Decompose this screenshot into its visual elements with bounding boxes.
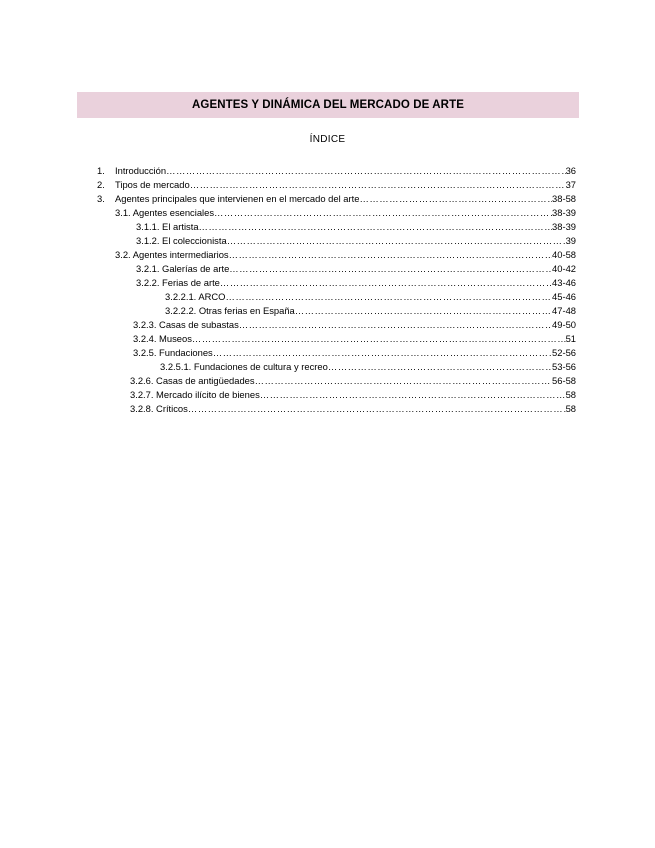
toc-leader-dots: [188, 402, 566, 415]
toc-leader-dots: [220, 276, 552, 289]
toc-entry[interactable]: [0, 220, 655, 233]
toc-entry[interactable]: [0, 318, 655, 331]
toc-leader-dots: [328, 360, 552, 373]
toc-leader-dots: [229, 262, 552, 275]
toc-entry-label: 3.2.2.1. ARCO: [165, 291, 226, 302]
toc-entry-label: 3.2.5. Fundaciones: [133, 347, 213, 358]
toc-entry[interactable]: [0, 164, 655, 177]
toc-entry-label: 3.2. Agentes intermediarios: [115, 249, 229, 260]
toc-entry-label: Tipos de mercado: [115, 179, 190, 190]
toc-entry-label: 3.2.6. Casas de antigüedades: [130, 375, 255, 386]
toc-entry[interactable]: [0, 346, 655, 359]
toc-entry[interactable]: [0, 360, 655, 373]
toc-entry-page: 40-58: [552, 249, 576, 260]
document-title: AGENTES Y DINÁMICA DEL MERCADO DE ARTE: [192, 99, 464, 111]
toc-entry[interactable]: [0, 248, 655, 261]
toc-leader-dots: [192, 332, 566, 345]
toc-entry-label: 3.1.1. El artista: [136, 221, 199, 232]
index-heading: ÍNDICE: [309, 134, 346, 145]
toc-entry-page: 58: [565, 403, 576, 414]
toc-entry[interactable]: [0, 388, 655, 401]
toc-leader-dots: [229, 248, 552, 261]
toc-entry-page: 51: [565, 333, 576, 344]
toc-entry[interactable]: [0, 332, 655, 345]
toc-leader-dots: [225, 290, 552, 303]
toc-entry[interactable]: [0, 262, 655, 275]
toc-entry-page: 38-58: [552, 193, 576, 204]
toc-entry-label: Introducción: [115, 165, 167, 176]
title-banner: [77, 92, 579, 118]
toc-entry-label: 3.2.2.2. Otras ferias en España: [165, 305, 295, 316]
toc-leader-dots: [260, 388, 566, 401]
toc-entry[interactable]: [0, 290, 655, 303]
toc-leader-dots: [295, 304, 552, 317]
toc-entry-page: 49-50: [552, 319, 576, 330]
toc-entry-page: 47-48: [552, 305, 576, 316]
toc-entry-number: 2.: [97, 179, 105, 190]
toc-entry-page: 37: [565, 179, 576, 190]
toc-entry[interactable]: [0, 374, 655, 387]
toc-entry-page: 38-39: [552, 207, 576, 218]
toc-leader-dots: [255, 374, 552, 387]
toc-entry[interactable]: [0, 178, 655, 191]
toc-leader-dots: [227, 234, 566, 247]
toc-entry-label: 3.2.2. Ferias de arte: [136, 277, 220, 288]
toc-entry-page: 56-58: [552, 375, 576, 386]
toc-entry[interactable]: [0, 402, 655, 415]
toc-leader-dots: [239, 318, 552, 331]
toc-entry-label: 3.2.5.1. Fundaciones de cultura y recreo: [160, 361, 328, 372]
toc-entry-label: 3.2.8. Críticos: [130, 403, 188, 414]
toc-entry[interactable]: [0, 192, 655, 205]
toc-entry-label: Agentes principales que intervienen en el mercado del arte: [115, 193, 360, 204]
toc-entry-page: 52-56: [552, 347, 576, 358]
toc-entry-page: 38-39: [552, 221, 576, 232]
toc-entry[interactable]: [0, 206, 655, 219]
toc-entry-label: 3.1.2. El coleccionista: [136, 235, 227, 246]
toc-entry-page: 53-56: [552, 361, 576, 372]
toc-entry-number: 3.: [97, 193, 105, 204]
toc-entry-page: 58: [565, 389, 576, 400]
toc-entry[interactable]: [0, 304, 655, 317]
toc-entry-label: 3.2.3. Casas de subastas: [133, 319, 239, 330]
toc-leader-dots: [199, 220, 552, 233]
toc-leader-dots: [214, 206, 552, 219]
toc-entry-label: 3.2.7. Mercado ilícito de bienes: [130, 389, 260, 400]
toc-entry-number: 1.: [97, 165, 105, 176]
toc-entry[interactable]: [0, 276, 655, 289]
toc-entry-label: 3.2.1. Galerías de arte: [136, 263, 230, 274]
toc-entry-page: 40-42: [552, 263, 576, 274]
toc-leader-dots: [190, 178, 566, 191]
toc-leader-dots: [213, 346, 552, 359]
toc-entry-label: 3.1. Agentes esenciales: [115, 207, 215, 218]
toc-leader-dots: [166, 164, 565, 177]
toc-entry-page: 39: [565, 235, 576, 246]
toc-leader-dots: [359, 192, 552, 205]
toc-entry-page: 43-46: [552, 277, 576, 288]
toc-entry-label: 3.2.4. Museos: [133, 333, 192, 344]
toc-entry[interactable]: [0, 234, 655, 247]
toc-entry-page: 36: [565, 165, 576, 176]
toc-entry-page: 45-46: [552, 291, 576, 302]
